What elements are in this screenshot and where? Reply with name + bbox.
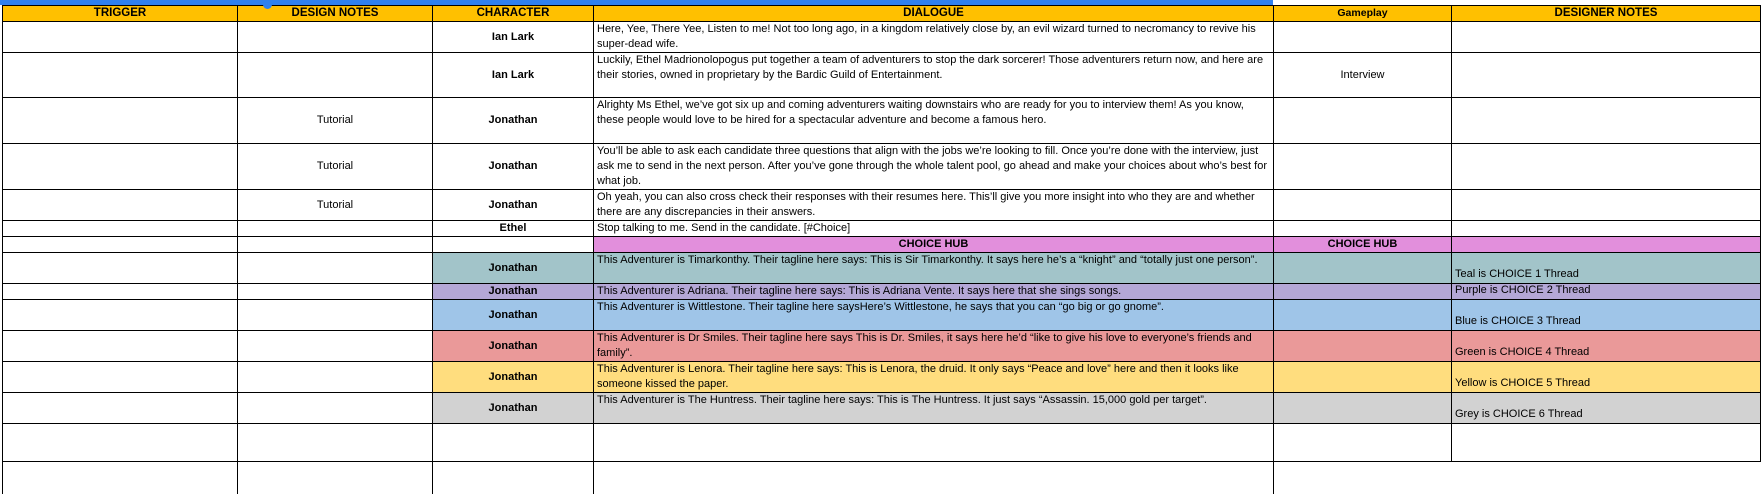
- cell-gameplay[interactable]: [1274, 424, 1452, 462]
- cell-designer-notes[interactable]: [1452, 462, 1761, 494]
- column-header-gameplay[interactable]: Gameplay: [1274, 6, 1452, 22]
- table-row: [3, 253, 1761, 284]
- cell-dialogue[interactable]: CHOICE HUB: [594, 237, 1274, 253]
- cell-trigger[interactable]: [3, 393, 238, 424]
- table-row: [3, 190, 1761, 221]
- cell-character[interactable]: Ian Lark: [433, 53, 594, 98]
- cell-trigger[interactable]: [3, 424, 238, 462]
- cell-design-notes[interactable]: [238, 331, 433, 362]
- cell-gameplay[interactable]: [1274, 362, 1452, 393]
- cell-designer-notes[interactable]: [1452, 53, 1761, 98]
- cell-gameplay[interactable]: [1274, 22, 1452, 53]
- cell-trigger[interactable]: [3, 221, 238, 237]
- table-row: [3, 22, 1761, 53]
- cell-character[interactable]: [433, 462, 594, 494]
- cell-character[interactable]: Jonathan: [433, 253, 594, 284]
- column-header-designer-notes[interactable]: DESIGNER NOTES: [1452, 6, 1761, 22]
- cell-gameplay[interactable]: [1274, 331, 1452, 362]
- cell-gameplay[interactable]: [1274, 221, 1452, 237]
- cell-trigger[interactable]: [3, 331, 238, 362]
- cell-dialogue[interactable]: This Adventurer is Dr Smiles. Their tagline here says This is Dr. Smiles, it says here he’d “like to give his love to everyone’s friends and family”.: [594, 331, 1274, 362]
- table-row: [3, 393, 1761, 424]
- cell-gameplay[interactable]: [1274, 300, 1452, 331]
- cell-trigger[interactable]: [3, 284, 238, 300]
- cell-dialogue[interactable]: This Adventurer is The Huntress. Their tagline here says: This is The Huntress. It just says “Assassin. 15,000 gold per target”.: [594, 393, 1274, 424]
- cell-designer-notes[interactable]: Green is CHOICE 4 Thread: [1452, 331, 1761, 362]
- cell-designer-notes[interactable]: Teal is CHOICE 1 Thread: [1452, 253, 1761, 284]
- cell-design-notes[interactable]: [238, 221, 433, 237]
- cell-design-notes[interactable]: [238, 22, 433, 53]
- cell-design-notes[interactable]: [238, 424, 433, 462]
- cell-design-notes[interactable]: [238, 284, 433, 300]
- cell-designer-notes[interactable]: [1452, 22, 1761, 53]
- cell-design-notes[interactable]: [238, 393, 433, 424]
- cell-design-notes[interactable]: [238, 300, 433, 331]
- cell-designer-notes[interactable]: [1452, 424, 1761, 462]
- cell-character[interactable]: [433, 237, 594, 253]
- cell-trigger[interactable]: [3, 190, 238, 221]
- cell-trigger[interactable]: [3, 22, 238, 53]
- cell-gameplay[interactable]: [1274, 393, 1452, 424]
- column-header-dialogue[interactable]: DIALOGUE: [594, 6, 1274, 22]
- cell-designer-notes[interactable]: Purple is CHOICE 2 Thread: [1452, 284, 1761, 300]
- cell-dialogue[interactable]: Here, Yee, There Yee, Listen to me! Not too long ago, in a kingdom relatively close by, an evil wizard turned to necromancy to revive his super-dead wife.: [594, 22, 1274, 53]
- cell-trigger[interactable]: [3, 98, 238, 144]
- cell-dialogue[interactable]: This Adventurer is Adriana. Their tagline here says: This is Adriana Vente. It says here that she sings songs.: [594, 284, 1274, 300]
- cell-trigger[interactable]: [3, 53, 238, 98]
- cell-dialogue[interactable]: Alrighty Ms Ethel, we’ve got six up and coming adventurers waiting downstairs who are ready for you to interview them! As you know, these people would love to be hired for a spectacular adventure and become a famous hero.: [594, 98, 1274, 144]
- cell-character[interactable]: [433, 424, 594, 462]
- cell-gameplay[interactable]: [1274, 462, 1452, 494]
- table-row: [3, 300, 1761, 331]
- cell-dialogue[interactable]: This Adventurer is Wittlestone. Their tagline here saysHere’s Wittlestone, he says that you can “go big or go gnome”.: [594, 300, 1274, 331]
- cell-design-notes[interactable]: Tutorial: [238, 98, 433, 144]
- cell-designer-notes[interactable]: [1452, 98, 1761, 144]
- cell-dialogue[interactable]: This Adventurer is Timarkonthy. Their tagline here says: This is Sir Timarkonthy. It says here he’s a “knight” and “totally just one person”.: [594, 253, 1274, 284]
- cell-trigger[interactable]: [3, 300, 238, 331]
- cell-gameplay[interactable]: [1274, 98, 1452, 144]
- table-row: [3, 331, 1761, 362]
- cell-character[interactable]: Ian Lark: [433, 22, 594, 53]
- table-row: [3, 424, 1761, 462]
- selection-handle-dot[interactable]: [263, 0, 272, 9]
- cell-dialogue[interactable]: This Adventurer is Lenora. Their tagline here says: This is Lenora, the druid. It only says “Peace and love” here and then it looks like someone kissed the paper.: [594, 362, 1274, 393]
- table-row: [3, 53, 1761, 98]
- cell-trigger[interactable]: [3, 362, 238, 393]
- cell-trigger[interactable]: [3, 253, 238, 284]
- cell-design-notes[interactable]: Tutorial: [238, 144, 433, 190]
- table-row: [3, 98, 1761, 144]
- table-row: [3, 462, 1761, 494]
- cell-designer-notes[interactable]: Yellow is CHOICE 5 Thread: [1452, 362, 1761, 393]
- cell-gameplay[interactable]: [1274, 190, 1452, 221]
- cell-dialogue[interactable]: Oh yeah, you can also cross check their responses with their resumes here. This’ll give you more insight into who they are and whether there are any discrepancies in their answers.: [594, 190, 1274, 221]
- cell-character[interactable]: Jonathan: [433, 190, 594, 221]
- cell-design-notes[interactable]: [238, 53, 433, 98]
- cell-dialogue[interactable]: You’ll be able to ask each candidate three questions that align with the jobs we’re looking to fill. Once you’re done with the interview, just ask me to send in the next person. After you’ve gone through the whole talent pool, go ahead and make your choices about who’s best for what job.: [594, 144, 1274, 190]
- table-row: [3, 284, 1761, 300]
- cell-designer-notes[interactable]: [1452, 221, 1761, 237]
- cell-design-notes[interactable]: [238, 253, 433, 284]
- cell-designer-notes[interactable]: Blue is CHOICE 3 Thread: [1452, 300, 1761, 331]
- cell-gameplay[interactable]: CHOICE HUB: [1274, 237, 1452, 253]
- table-row: [3, 221, 1761, 237]
- cell-dialogue[interactable]: [594, 424, 1274, 462]
- cell-designer-notes[interactable]: Grey is CHOICE 6 Thread: [1452, 393, 1761, 424]
- cell-design-notes[interactable]: [238, 362, 433, 393]
- column-header-design-notes[interactable]: DESIGN NOTES: [238, 6, 433, 22]
- cell-trigger[interactable]: [3, 144, 238, 190]
- cell-dialogue[interactable]: Stop talking to me. Send in the candidate. [#Choice]: [594, 221, 1274, 237]
- selection-strip: [0, 0, 1273, 5]
- cell-character[interactable]: Jonathan: [433, 300, 594, 331]
- table-row: [3, 144, 1761, 190]
- cell-dialogue[interactable]: [594, 462, 1274, 494]
- cell-character[interactable]: Jonathan: [433, 98, 594, 144]
- cell-character[interactable]: Ethel: [433, 221, 594, 237]
- cell-character[interactable]: Jonathan: [433, 284, 594, 300]
- cell-gameplay[interactable]: [1274, 144, 1452, 190]
- cell-designer-notes[interactable]: [1452, 190, 1761, 221]
- column-header-trigger[interactable]: TRIGGER: [3, 6, 238, 22]
- cell-character[interactable]: Jonathan: [433, 331, 594, 362]
- cell-gameplay[interactable]: [1274, 253, 1452, 284]
- cell-design-notes[interactable]: [238, 237, 433, 253]
- table-row: [3, 237, 1761, 253]
- cell-character[interactable]: Jonathan: [433, 362, 594, 393]
- cell-design-notes[interactable]: [238, 462, 433, 494]
- cell-dialogue[interactable]: Luckily, Ethel Madrionolopogus put together a team of adventurers to stop the dark sorcerer! Those adventurers return now, and here are their stories, owned in proprietary by the Bardic Guild of Entertainment.: [594, 53, 1274, 98]
- table-row: [3, 362, 1761, 393]
- cell-gameplay[interactable]: [1274, 284, 1452, 300]
- cell-character[interactable]: Jonathan: [433, 144, 594, 190]
- cell-designer-notes[interactable]: [1452, 144, 1761, 190]
- dialogue-script-table: [2, 5, 1761, 494]
- cell-designer-notes[interactable]: [1452, 237, 1761, 253]
- cell-design-notes[interactable]: Tutorial: [238, 190, 433, 221]
- cell-trigger[interactable]: [3, 237, 238, 253]
- cell-gameplay[interactable]: Interview: [1274, 53, 1452, 98]
- cell-character[interactable]: Jonathan: [433, 393, 594, 424]
- cell-trigger[interactable]: [3, 462, 238, 494]
- column-header-character[interactable]: CHARACTER: [433, 6, 594, 22]
